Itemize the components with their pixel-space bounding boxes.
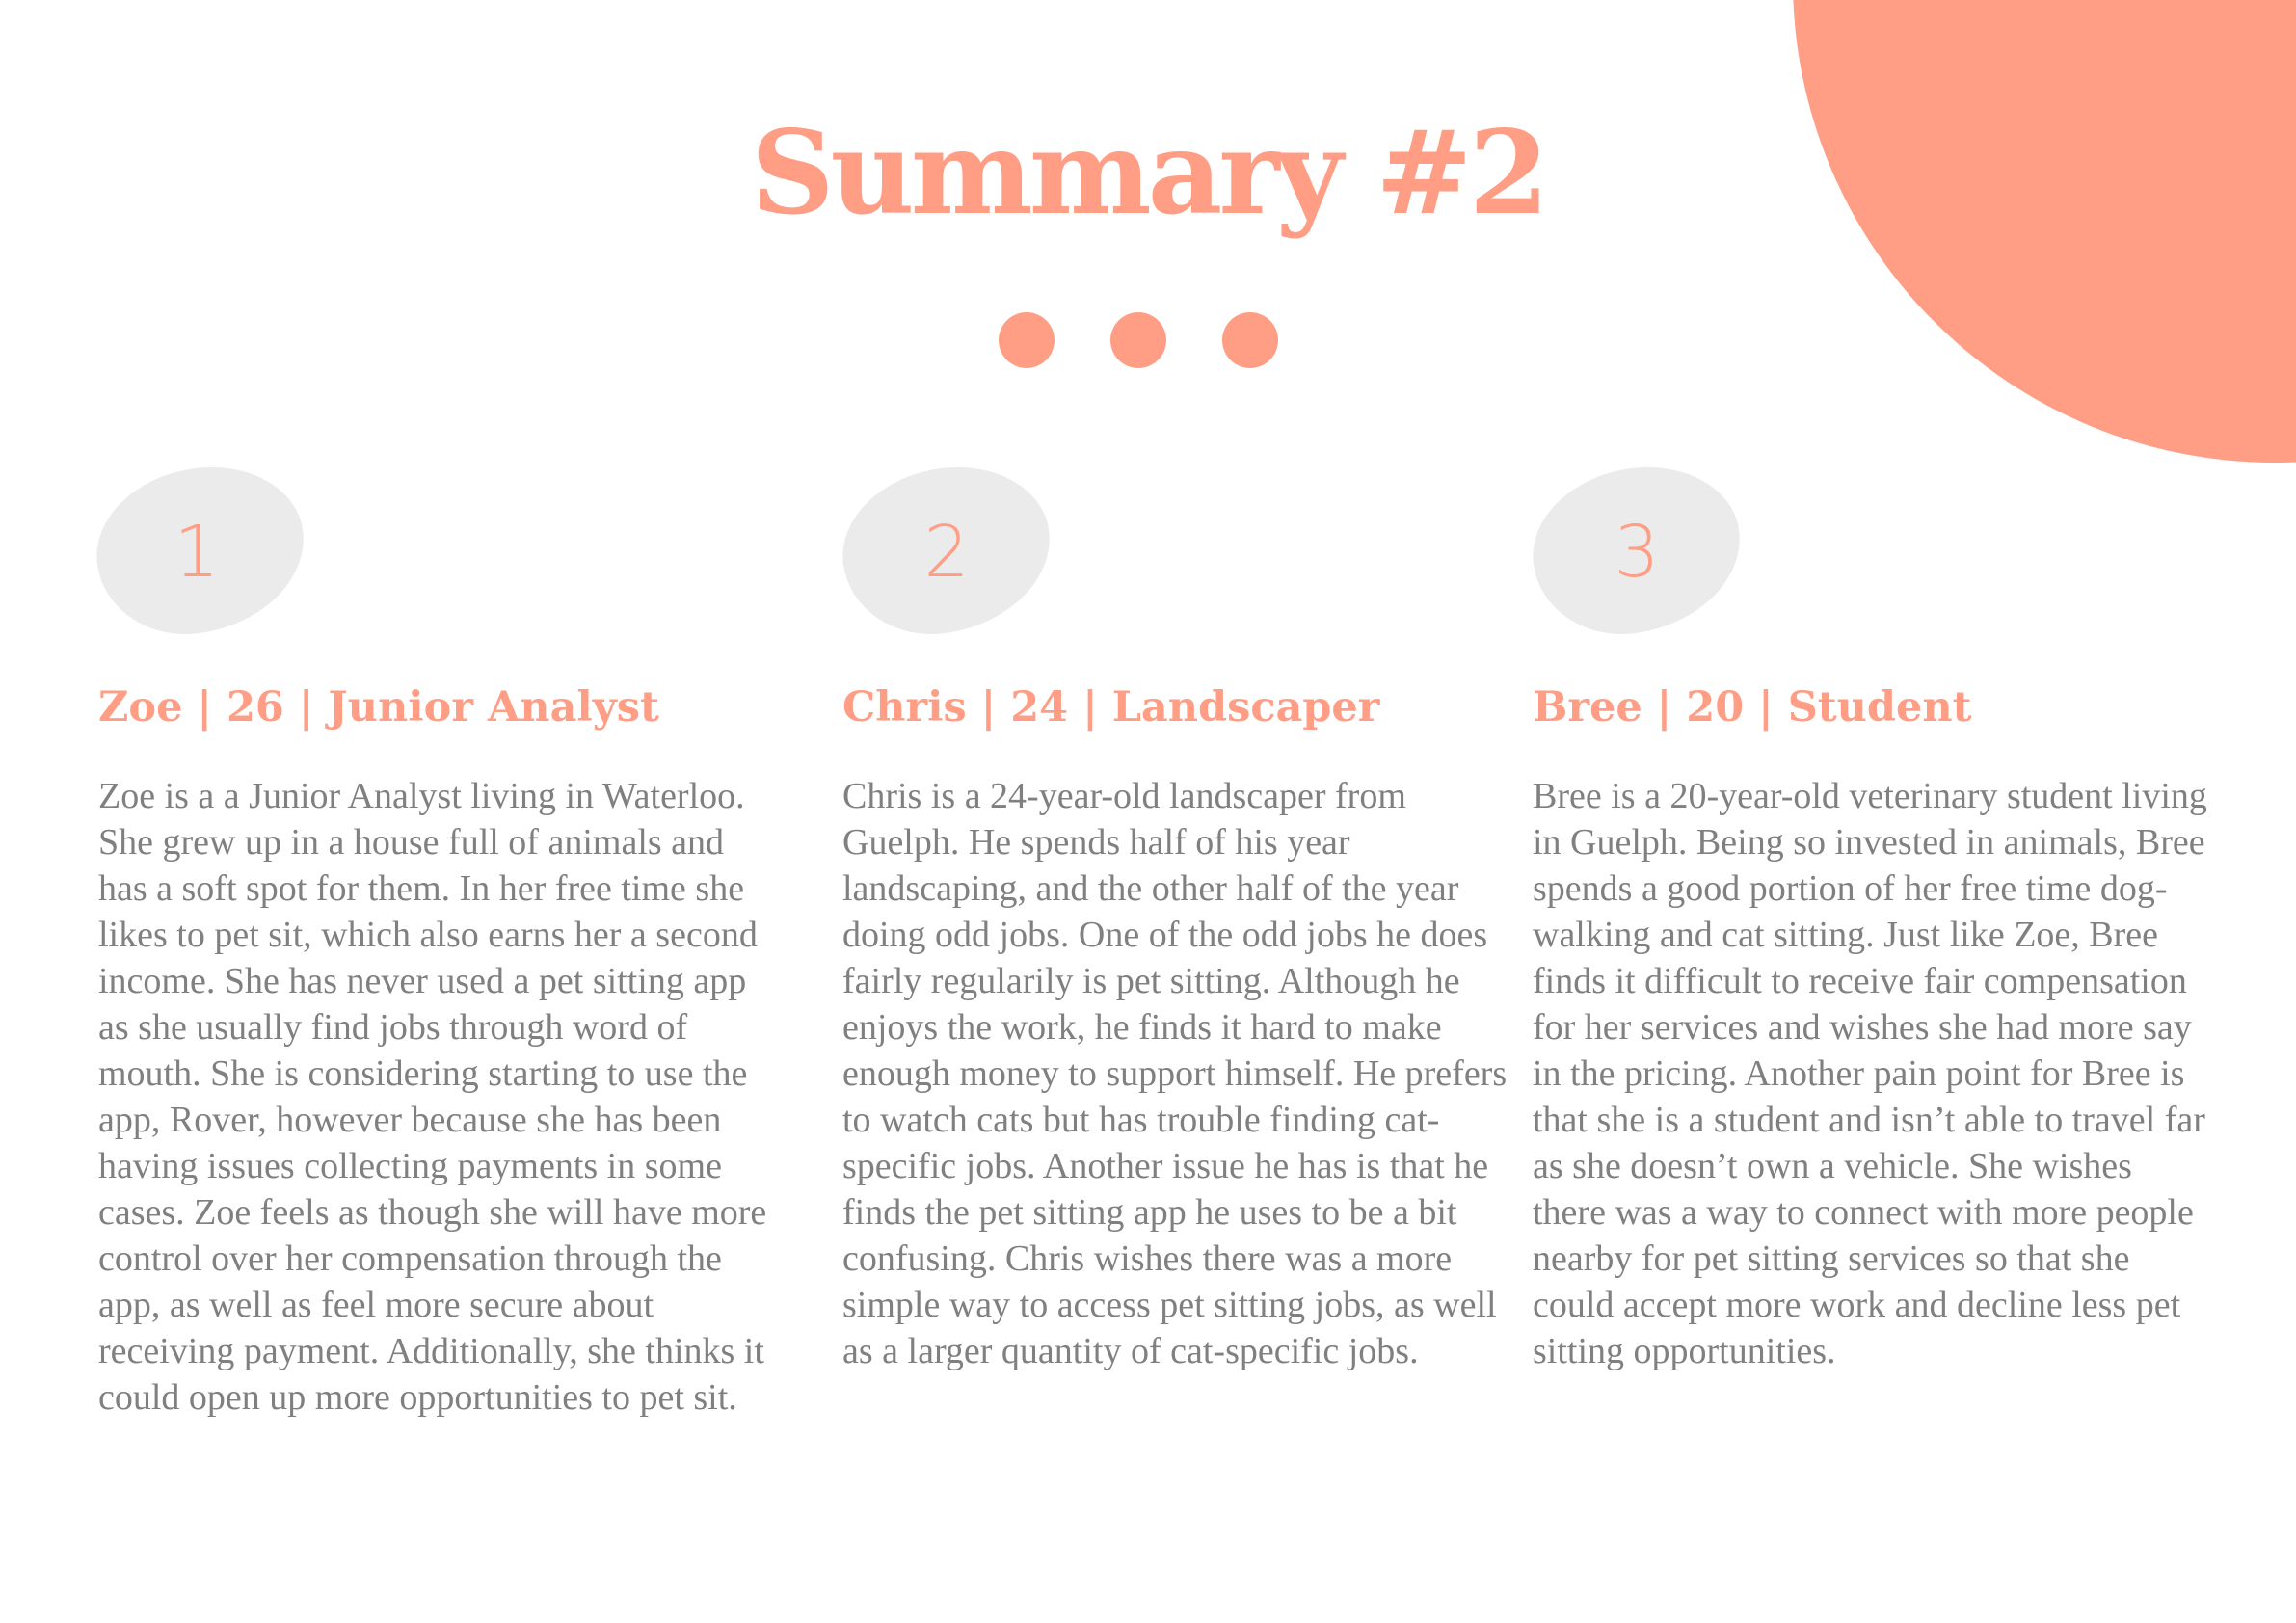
persona-heading: Bree | 20 | Student bbox=[1533, 683, 1972, 732]
dot bbox=[1110, 312, 1166, 368]
persona-description: Zoe is a a Junior Analyst living in Waterloo. She grew up in a house full of animals and has a soft spot for them. In her free time she likes to pet sit, which also earns her a second income. She has never used a pet sitting app as she usually find jobs through word of mouth. She is considering starting to use the app, Rover, however because she has been having issues collecting payments in some cases. Zoe feels as though she will have more control over her compensation through the app, as well as feel more secure about receiving payment. Additionally, she thinks it could open up more opportunities to pet sit. bbox=[98, 776, 767, 1418]
persona-heading: Chris | 24 | Landscaper bbox=[842, 683, 1380, 732]
decorative-dots bbox=[999, 312, 1278, 368]
dot bbox=[1222, 312, 1278, 368]
page-title: Summary #2 bbox=[750, 105, 1546, 241]
decorative-circle bbox=[1793, 0, 2296, 463]
dot bbox=[999, 312, 1055, 368]
persona-number: 3 bbox=[1614, 511, 1660, 594]
persona-description: Bree is a 20-year-old veterinary student living in Guelph. Being so invested in animals, Bree spends a good portion of her free time dog-walking and cat sitting. Just like Zoe, Bree finds it difficult to receive fair compensation for her services and wishes she had more say in the pricing. Another pain point for Bree is that she is a student and isn’t able to travel far as she doesn’t own a vehicle. She wishes there was a way to connect with more people nearby for pet sitting services so that she could accept more work and decline less pet sitting opportunities. bbox=[1533, 776, 2207, 1371]
persona-number: 1 bbox=[174, 511, 220, 594]
persona-heading: Zoe | 26 | Junior Analyst bbox=[98, 683, 659, 732]
persona-number: 2 bbox=[923, 511, 970, 594]
persona-description: Chris is a 24-year-old landscaper from Guelph. He spends half of his year landscaping, and the other half of the year doing odd jobs. One of the odd jobs he does fairly regularily is pet sitting. Although he enjoys the work, he finds it hard to make enough money to support himself. He prefers to watch cats but has trouble finding cat-specific jobs. Another issue he has is that he finds the pet sitting app he uses to be a bit confusing. Chris wishes there was a more simple way to access pet sitting jobs, as well as a larger quantity of cat-specific jobs. bbox=[842, 776, 1508, 1371]
